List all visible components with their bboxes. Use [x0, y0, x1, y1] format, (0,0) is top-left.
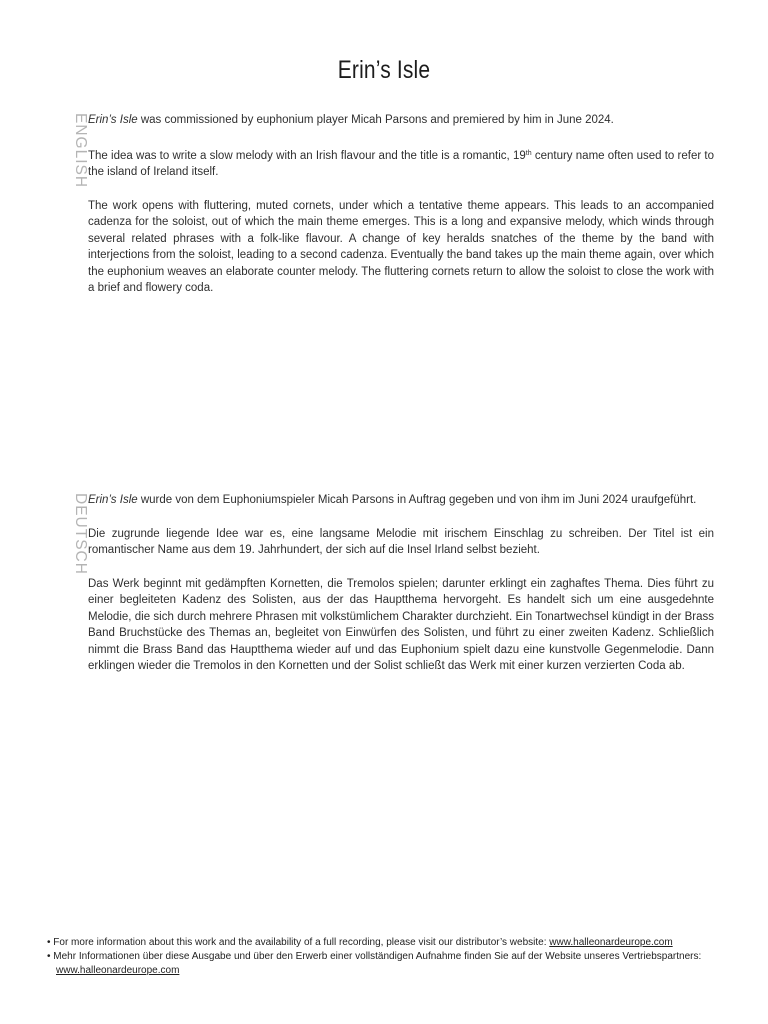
text-run: century name often used to refer to the island of Ireland itself. — [88, 149, 715, 178]
text-run: was commissioned by euphonium player Micah Parsons and premiered by him in June 2024. — [137, 114, 614, 126]
paragraph — [88, 198, 714, 297]
text-run: th — [525, 149, 532, 157]
section-label-deutsch: DEUTSCH — [72, 493, 89, 575]
text-run: Die zugrunde liegende Idee war es, eine langsame Melodie mit irischem Einschlag zu schreiben. Der Titel ist ein romantischer Name aus dem 19. Jahrhundert, der sich auf die Insel Irland selbst bezieht. — [88, 527, 714, 556]
work-title-inline: Erin’s Isle — [88, 494, 138, 506]
distributor-website-link[interactable]: www.halleonardeurope.com — [56, 965, 180, 976]
page-title: Erin’s Isle — [337, 56, 431, 84]
paragraph — [88, 492, 714, 509]
work-title-inline: Erin’s Isle — [88, 114, 138, 126]
section-english — [57, 112, 714, 297]
section-deutsch — [57, 492, 714, 675]
text-run: wurde von dem Euphoniumspieler Micah Parsons in Auftrag gegeben und von ihm im Juni 2024 uraufgeführt. — [137, 494, 697, 506]
section-paragraphs-deutsch — [88, 492, 714, 675]
paragraph — [88, 112, 714, 129]
text-run: Mehr Informationen über diese Ausgabe und über den Erwerb einer vollständigen Aufnahme finden Sie auf der Website unseres Vertriebspartners: — [53, 951, 702, 962]
footer-item — [47, 936, 738, 950]
distributor-website-link[interactable]: www.halleonardeurope.com — [549, 937, 673, 948]
paragraph — [88, 146, 714, 181]
section-paragraphs-english — [88, 112, 714, 297]
section-label-english: ENGLISH — [72, 113, 89, 189]
footer-distributor-info — [47, 936, 738, 978]
text-run: Das Werk beginnt mit gedämpften Kornetten, die Tremolos spielen; darunter erklingt ein zaghaftes Thema. Dies führt zu einer begleiteten Kadenz des Solisten, aus der das Hauptthema hervorgeht. Es handelt sich um eine ausgedehnte Melodie, die sich durch mehrere Phrasen mit volkstümlichem Charakter durchzieht. Ein Tonartwechsel kündigt in der Brass Band Bruchstücke des Themas an, begleitet von Einwürfen des Solisten, und führt zu einer zweiten Kadenz. Schließlich nimmt die Brass Band das Hauptthema wieder auf und das Euphonium spielt dazu eine kunstvolle Gegenmelodie. Dann erklingen wieder die Tremolos in den Kornetten und der Solist schließt das Werk mit einer kurzen verzierten Coda ab. — [88, 577, 714, 672]
text-run: The idea was to write a slow melody with an Irish flavour and the title is a romantic, 19 — [88, 149, 526, 162]
paragraph — [88, 576, 714, 675]
text-run: For more information about this work and the availability of a full recording, please visit our distributor’s website: — [53, 937, 550, 948]
text-run: The work opens with fluttering, muted cornets, under which a tentative theme appears. This leads to an accompanied cadenza for the soloist, out of which the main theme emerges. This is a long and expansive melody, which winds through several related phrases with a folk-like flavour. A change of key heralds snatches of the theme by the band with interjections from the soloist, leading to a second cadenza. Eventually the band takes up the main theme again, over which the euphonium weaves an elaborate counter melody. The fluttering cornets return to allow the soloist to close the work with a brief and flowery coda. — [88, 199, 714, 294]
bullet-glyph: • — [47, 951, 54, 962]
bullet-glyph: • — [47, 937, 54, 948]
footer-item — [47, 950, 738, 978]
paragraph — [88, 526, 714, 559]
